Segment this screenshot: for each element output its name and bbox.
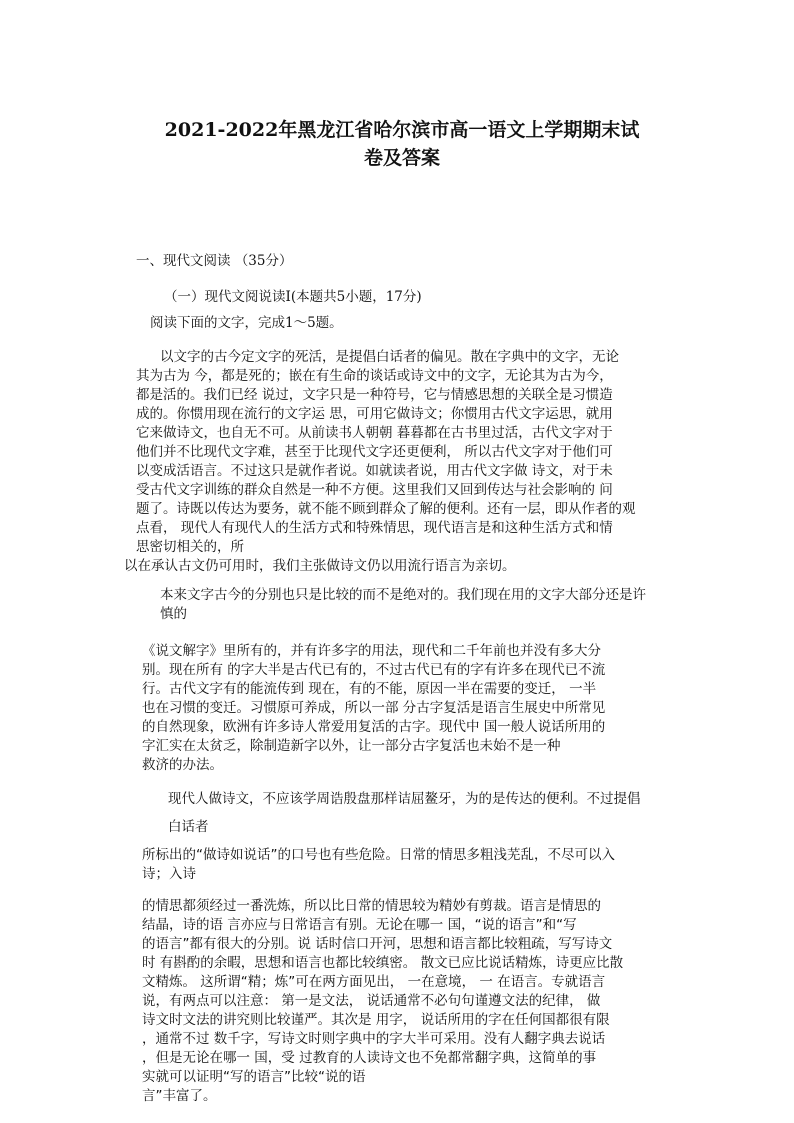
p2-line-1: 本来文字古今的分别也只是比较的而不是绝对的。我们现在用的文字大部分还是许 bbox=[160, 587, 646, 603]
p3-line-1: 《说文解字》里所有的，并有许多字的用法，现代和二千年前也并没有多大分 bbox=[142, 643, 601, 659]
p3-line-5: 的自然现象，欧洲有许多诗人常爱用复活的古字。现代中 国一般人说话所用的 bbox=[142, 719, 606, 735]
instruction: 阅读下面的文字，完成1～5题。 bbox=[150, 315, 343, 331]
p5-line-2: 诗；入诗 bbox=[142, 866, 196, 882]
p1-line-12: 以在承认古文仍可用时，我们主张做诗文仍以用流行语言为亲切。 bbox=[124, 558, 516, 574]
p3-line-2: 别。现在所有 的字大半是古代已有的，不过古代已有的字有许多在现代已不流 bbox=[142, 662, 606, 678]
p3-line-6: 字汇实在太贫乏，除制造新字以外，让一部分古字复活也未始不是一种 bbox=[142, 738, 561, 754]
p6-line-1: 的情思都须经过一番洗炼，所以比日常的情思较为精妙有剪裁。语言是情思的 bbox=[142, 898, 601, 914]
p1-line-9: 题了。诗既以传达为要务，就不能不顾到群众了解的便利。还有一层，即从作者的观 bbox=[136, 501, 636, 517]
p1-line-6: 他们并不比现代文字难，甚至于比现代文字还更便利， 所以古代文字对于他们可 bbox=[136, 444, 613, 460]
p1-line-5: 它来做诗文，也自无不可。从前读书人朝朝 暮暮都在古书里过活，古代文字对于 bbox=[136, 425, 613, 441]
title-line-2: 卷及答案 bbox=[363, 147, 440, 169]
p6-line-7: 诗文时文法的讲究则比较谨严。其次是 用字， 说话所用的字在任何国都很有限 bbox=[142, 1012, 610, 1028]
p6-line-9: ，但是无论在哪一 国，受 过教育的人读诗文也不免都常翻字典，这简单的事 bbox=[142, 1050, 597, 1066]
p4-line-2: 白话者 bbox=[168, 819, 209, 835]
p5-line-1: 所标出的“做诗如说话”的口号也有些危险。日常的情思多粗浅芜乱，不尽可以入 bbox=[142, 847, 615, 863]
p6-line-5: 文精炼。 这所谓“精；炼”可在两方面见出， 一在意境， 一 在语言。专就语言 bbox=[142, 974, 606, 990]
p6-line-6: 说，有两点可以注意： 第一是文法， 说话通常不必句句谨遵文法的纪律， 做 bbox=[142, 993, 601, 1009]
p3-line-4: 也在习惯的变迁。习惯原可养成，所以一部 分古字复活是语言生展史中所常见 bbox=[142, 700, 606, 716]
p3-line-3: 行。古代文字有的能流传到 现在，有的不能，原因一半在需要的变迁， 一半 bbox=[142, 681, 597, 697]
p6-line-8: ，通常不过 数千字，写诗文时则字典中的字大半可采用。没有人翻字典去说话 bbox=[142, 1031, 606, 1047]
p6-line-2: 结晶，诗的语 言亦应与日常语言有别。无论在哪一 国，“说的语言”和“写 bbox=[142, 917, 577, 933]
p1-line-1: 以文字的古今定文字的死活，是提倡白话者的偏见。散在字典中的文字，无论 bbox=[160, 349, 619, 365]
p1-line-7: 以变成活语言。不过这只是就作者说。如就读者说，用古代文字做 诗文，对于未 bbox=[136, 463, 613, 479]
p1-line-3: 都是活的。我们已经 说过，文字只是一种符号，它与情感思想的关联全是习惯造 bbox=[136, 387, 613, 403]
p1-line-11: 思密切相关的，所 bbox=[136, 539, 244, 555]
p1-line-8: 受古代文字训练的群众自然是一种不方便。这里我们又回到传达与社会影响的 问 bbox=[136, 482, 613, 498]
subsection-heading: （一）现代文阅说读Ⅰ(本题共5小题，17分) bbox=[164, 289, 422, 305]
title-line-1: 2021-2022年黑龙江省哈尔滨市高一语文上学期期末试 bbox=[164, 119, 640, 141]
p4-line-1: 现代人做诗文，不应该学周诰殷盘那样诘屈鳌牙，为的是传达的便利。不过提倡 bbox=[168, 791, 641, 807]
p6-line-4: 时 有斟酌的余暇，思想和语言也都比较缜密。 散文已应比说话精炼，诗更应比散 bbox=[142, 955, 624, 971]
p3-line-7: 救济的办法。 bbox=[142, 757, 223, 773]
document-title bbox=[120, 116, 684, 172]
p1-line-10: 点看， 现代人有现代人的生活方式和特殊情思，现代语言是和这种生活方式和情 bbox=[136, 520, 613, 536]
p6-line-10: 实就可以证明“写的语言”比较“说的语 bbox=[142, 1069, 366, 1085]
p6-line-3: 的语言”都有很大的分别。说 话时信口开河，思想和语言都比较粗疏，写写诗文 bbox=[142, 936, 613, 952]
section-heading: 一、现代文阅读 （35分） bbox=[136, 253, 293, 269]
p1-line-2: 其为古为 今，都是死的；嵌在有生命的谈话或诗文中的文字，无论其为古为今， bbox=[136, 368, 613, 384]
p1-line-4: 成的。你惯用现在流行的文字运 思，可用它做诗文；你惯用古代文字运思，就用 bbox=[136, 406, 613, 422]
p6-line-11: 言”丰富了。 bbox=[142, 1088, 217, 1104]
p2-line-2: 慎的 bbox=[160, 606, 187, 622]
